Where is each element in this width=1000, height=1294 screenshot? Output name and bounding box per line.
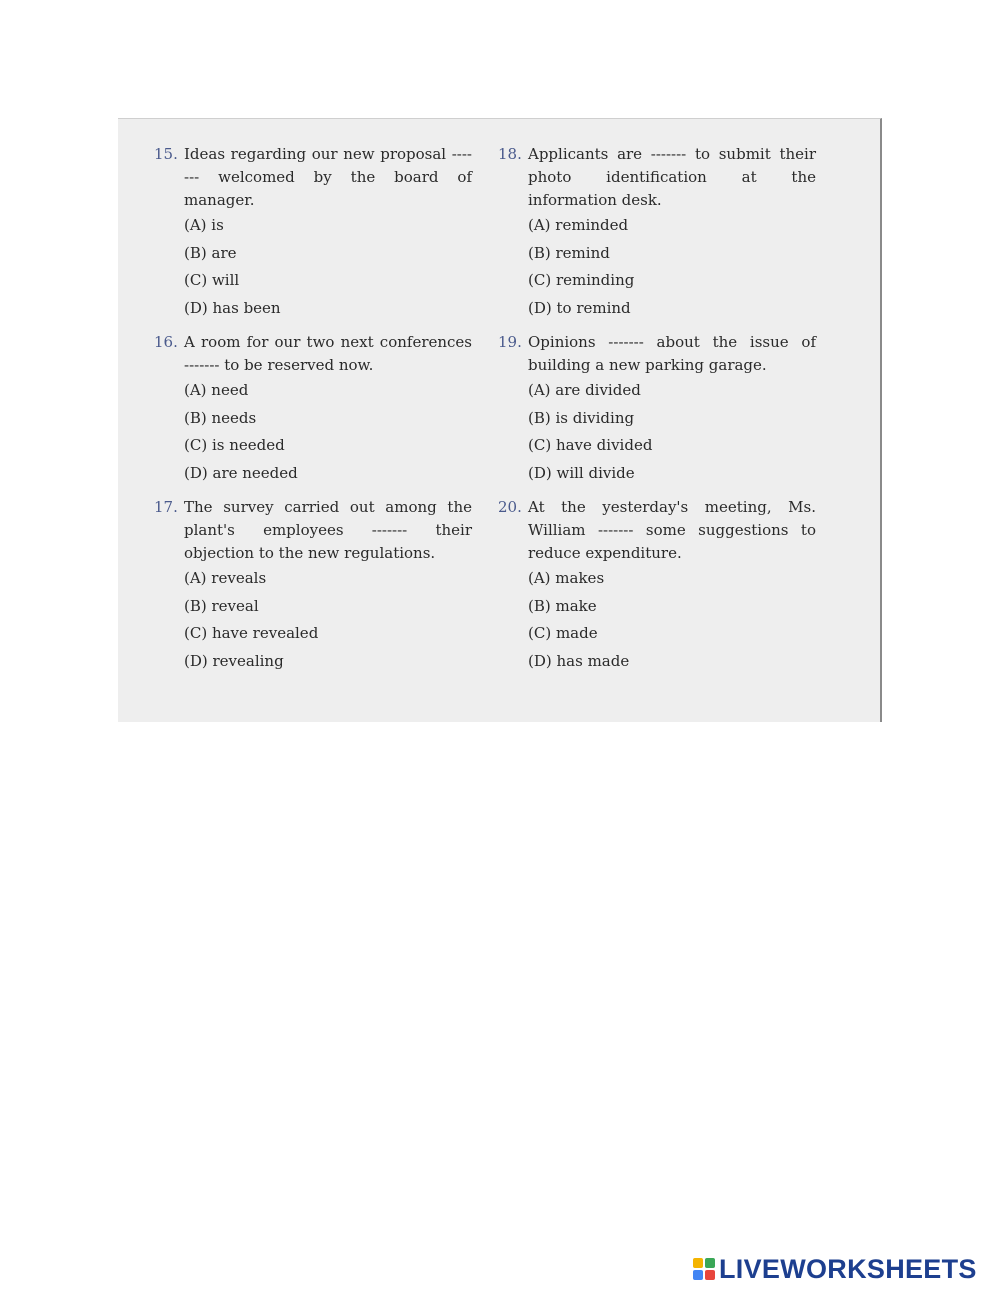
question-stem: Opinions ------- about the issue of building a new parking garage. [528,333,816,374]
answer-option: (D) revealing [184,651,284,670]
answer-option: (A) need [184,381,249,399]
logo-mark-square [705,1270,715,1280]
answer-option: (D) will divide [528,463,635,482]
question-number: 17. [154,498,178,516]
question-stem: A room for our two next conferences ------- to be reserved now. [184,333,472,374]
question [154,143,472,322]
logo-text: LIVEWORKSHEETS [719,1254,977,1284]
question [498,496,816,675]
question-number: 19. [498,333,522,351]
logo-mark-square [693,1270,703,1280]
answer-option: (C) reminding [528,271,635,289]
question-stem: At the yesterday's meeting, Ms. William ------- some suggestions to reduce expenditure. [528,498,816,562]
answer-option: (B) make [528,596,597,615]
answer-option: (B) needs [184,408,257,427]
answer-option: (A) reveals [184,569,267,587]
right-column [498,143,816,684]
liveworksheets-logo [693,1252,977,1286]
answer-option: (B) is dividing [528,408,635,427]
question-number: 18. [498,145,522,163]
answer-option: (C) have revealed [184,624,319,642]
question-number: 20. [498,498,522,516]
worksheet-scan [118,118,882,722]
question [498,331,816,487]
question [154,496,472,675]
answer-option: (D) has made [528,651,630,670]
answer-option: (C) made [528,624,598,642]
answer-option: (A) are divided [528,381,641,399]
answer-option: (D) are needed [184,463,298,482]
question-number: 16. [154,333,178,351]
logo-mark-square [693,1258,703,1268]
question-stem: The survey carried out among the plant's employees ------- their objection to the new regulations. [184,498,472,562]
answer-option: (C) will [184,271,240,289]
answer-option: (A) is [184,216,224,234]
answer-option: (C) have divided [528,436,653,454]
answer-option: (D) to remind [528,298,631,317]
answer-option: (C) is needed [184,436,285,454]
left-column [154,143,472,684]
logo-mark-icon [693,1258,715,1280]
answer-option: (B) are [184,243,237,262]
answer-option: (D) has been [184,298,281,317]
answer-option: (A) reminded [528,216,629,234]
question-stem: Applicants are ------- to submit their photo identification at the information desk. [528,145,816,209]
answer-option: (B) reveal [184,596,259,615]
question [498,143,816,322]
answer-option: (B) remind [528,243,610,262]
question [154,331,472,487]
question-stem: Ideas regarding our new proposal ------- welcomed by the board of manager. [184,145,472,209]
answer-option: (A) makes [528,569,605,587]
question-number: 15. [154,145,178,163]
logo-mark-square [705,1258,715,1268]
